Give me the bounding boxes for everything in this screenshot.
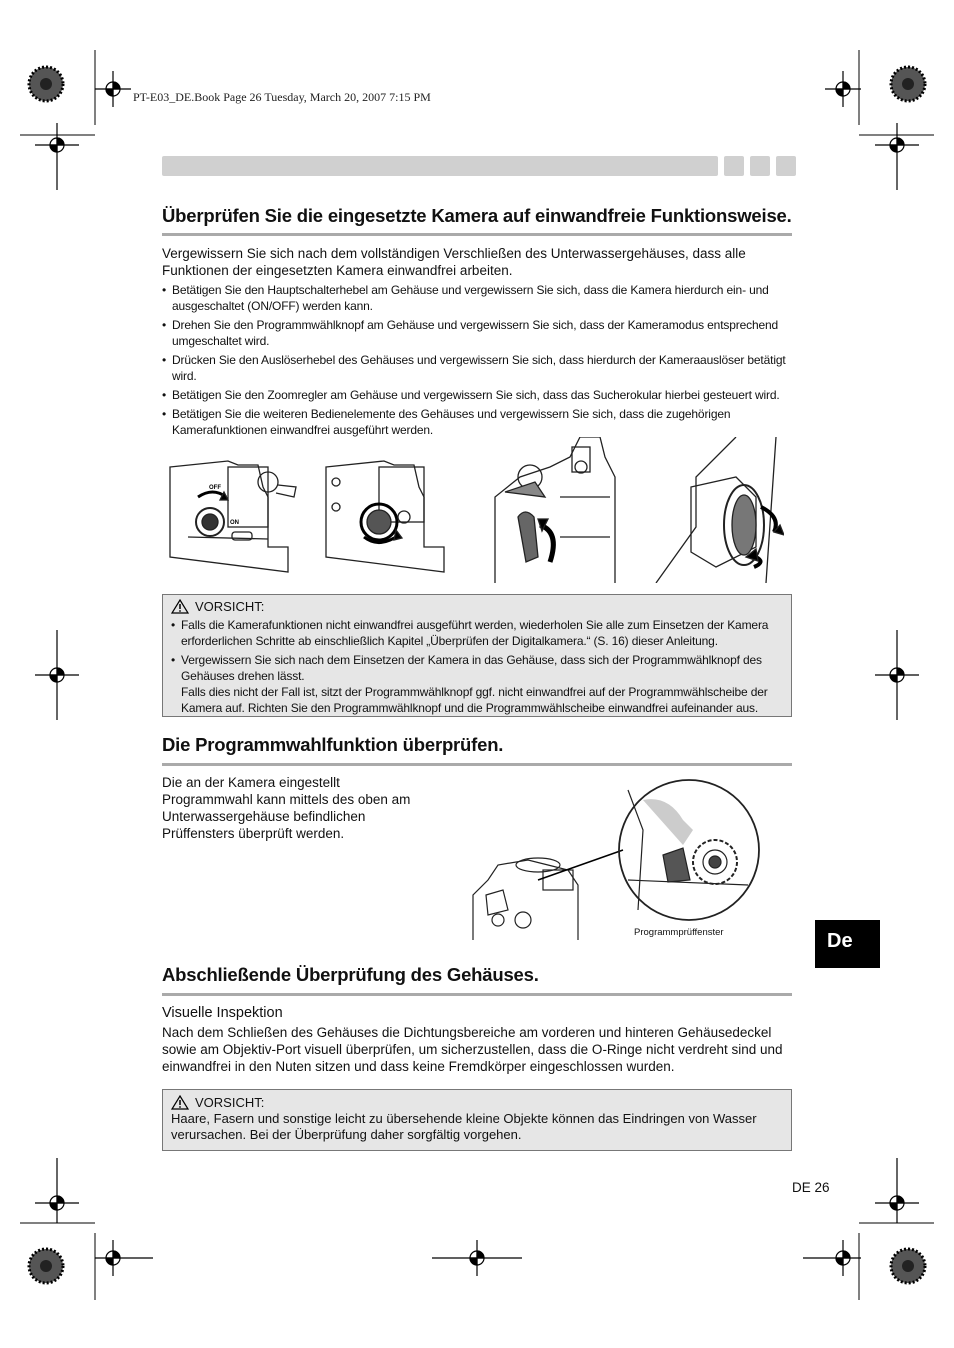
heading-rule — [162, 993, 792, 996]
section-heading: Die Programmwahlfunktion überprüfen. — [162, 734, 504, 755]
caution-title: VORSICHT: — [171, 599, 782, 614]
caution-box — [162, 594, 792, 717]
caution-text: Haare, Fasern und sonstige leicht zu übersehende kleine Objekte können das Eindringen von Wasser verursachen. Bei der Überprüfung daher sorgfältig vorgehen. — [171, 1111, 757, 1142]
list-item: • Drehen Sie den Programmwählknopf am Gehäuse und vergewissern Sie sich, dass der Kameramodus entsprechend umgeschaltet wird. — [162, 317, 792, 349]
header-square — [750, 156, 770, 176]
program-window-illustration — [468, 770, 768, 942]
header-bar — [162, 156, 718, 176]
caution-title: VORSICHT: — [171, 1095, 782, 1110]
caution-list — [171, 617, 782, 684]
mode-dial-figure — [326, 461, 444, 572]
heading-rule — [162, 233, 792, 236]
header-square — [724, 156, 744, 176]
caution-item: • Falls die Kamerafunktionen nicht einwandfrei ausgeführt werden, wiederholen Sie alle zum Einsetzen der Kamera erforderlichen Schritte ab einschließlich Kapitel „Überprüfen der Digitalkamera.“ (S. 16) dieser Anleitung. — [171, 617, 782, 649]
header-square — [776, 156, 796, 176]
list-item: • Betätigen Sie die weiteren Bedienelemente des Gehäuses und vergewissern Sie sich, dass die zugehörigen Kamerafunktionen einwandfrei ausgeführt werden. — [162, 406, 792, 438]
housing-controls-illustrations — [168, 437, 784, 583]
power-lever-figure — [170, 461, 296, 572]
caution-box — [162, 1089, 792, 1151]
language-tab: De — [815, 920, 880, 968]
print-header: PT-E03_DE.Book Page 26 Tuesday, March 20, 2007 7:15 PM — [133, 90, 431, 104]
caution-continuation: Falls dies nicht der Fall ist, sitzt der Programmwählknopf ggf. nicht einwandfrei auf der Programmwählscheibe der Kamera auf. Richten Sie den Programmwählknopf und die Programmwählscheibe einwandfrei aufeinander aus. — [181, 685, 768, 715]
section-heading: Überprüfen Sie die eingesetzte Kamera auf einwandfreie Funktionsweise. — [162, 205, 792, 226]
inspection-text: Nach dem Schließen des Gehäuses die Dichtungsbereiche am vorderen und hinteren Gehäusedeckel sowie am Objektiv-Port visuell überprüfen, um sicherzustellen, dass die O-Ringe nicht verdreht sind und einwandfrei in den Nuten sitzen und dass keine Fremdkörper eingeschlossen wurden. — [162, 1025, 783, 1074]
caution-item: • Vergewissern Sie sich nach dem Einsetzen der Kamera in das Gehäuse, dass sich der Programmwählknopf des Gehäuses drehen lässt. — [171, 652, 782, 684]
list-item: • Drücken Sie den Auslöserhebel des Gehäuses und vergewissern Sie sich, dass hierdurch der Kameraauslöser betätigt wird. — [162, 352, 792, 384]
on-label: ON — [230, 520, 239, 526]
page-number: DE 26 — [792, 1180, 830, 1195]
warning-triangle-icon — [171, 1095, 189, 1110]
list-item: • Betätigen Sie den Zoomregler am Gehäuse und vergewissern Sie sich, dass das Sucherokular hierbei gesteuert wird. — [162, 387, 792, 403]
off-label: OFF — [209, 485, 221, 491]
program-check-text: Die an der Kamera eingestellt Programmwahl kann mittels des oben am Unterwassergehäuse befindlichen Prüffensters überprüft werden. — [162, 775, 411, 841]
list-item: • Betätigen Sie den Hauptschalterhebel am Gehäuse und vergewissern Sie sich, dass die Kamera hierdurch ein- und ausgeschaltet (ON/OFF) werden kann. — [162, 282, 792, 314]
zoom-ring-figure — [656, 437, 784, 583]
intro-text: Vergewissern Sie sich nach dem vollständigen Verschließen des Unterwassergehäuses, dass alle Funktionen der eingesetzten Kamera einwandfrei arbeiten. — [162, 246, 746, 278]
section-final-check — [162, 964, 792, 1075]
warning-triangle-icon — [171, 599, 189, 614]
figure-caption: Programmprüffenster — [634, 927, 724, 938]
section-function-check — [162, 205, 792, 441]
section-heading: Abschließende Überprüfung des Gehäuses. — [162, 964, 539, 985]
check-list — [162, 282, 792, 438]
subheading: Visuelle Inspektion — [162, 1005, 283, 1021]
shutter-lever-figure — [495, 437, 615, 583]
section-program-check — [162, 734, 792, 766]
heading-rule — [162, 763, 792, 766]
